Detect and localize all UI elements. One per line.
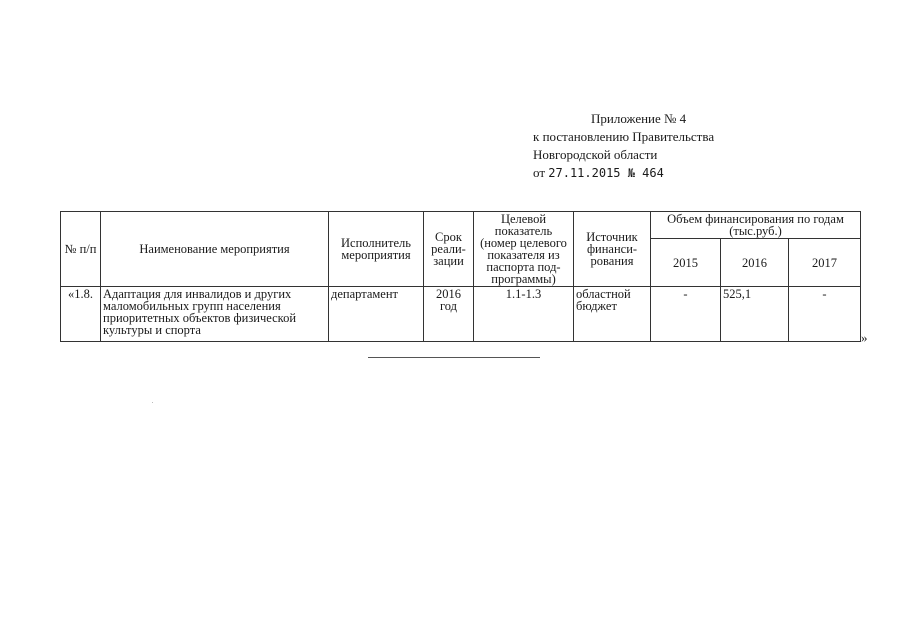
appendix-title: Приложение № 4 [591,111,687,126]
cell-2016: 525,1 [721,287,789,342]
cell-source: областной бюджет [574,287,651,342]
appendix-resolution: к постановлению Правительства [533,129,715,144]
col-header-year-2017: 2017 [789,239,861,287]
col-header-source: Источник финанси-рования [574,212,651,287]
cell-indicator: 1.1-1.3 [474,287,574,342]
appendix-header [533,110,714,182]
closing-quote: » [861,330,868,345]
cell-executor: департамент [329,287,424,342]
cell-2017: - [789,287,861,342]
appendix-region: Новгородской области [533,147,658,162]
cell-name: Адаптация для инвалидов и других маломобильных групп населения приоритетных объектов физической культуры и спорта [101,287,329,342]
cell-num: «1.8. [61,287,101,342]
col-header-indicator: Целевой показатель (номер целевого показателя из паспорта под-программы) [474,212,574,287]
appendix-date-value: 27.11.2015 № 464 [548,166,664,180]
col-header-funding: Объем финансирования по годам (тыс.руб.) [651,212,861,239]
col-header-year-2015: 2015 [651,239,721,287]
col-header-name: Наименование мероприятия [101,212,329,287]
col-header-year-2016: 2016 [721,239,789,287]
scan-speck [152,402,153,403]
cell-2015: - [651,287,721,342]
appendix-date-prefix: от [533,165,546,180]
activities-table [60,211,861,342]
col-header-num: № п/п [61,212,101,287]
separator-line [368,357,540,358]
col-header-executor: Исполнитель мероприятия [329,212,424,287]
cell-term: 2016 год [424,287,474,342]
header-row-1 [61,212,861,239]
col-header-term: Срок реали-зации [424,212,474,287]
appendix-date [533,164,714,182]
table-row [61,287,861,342]
